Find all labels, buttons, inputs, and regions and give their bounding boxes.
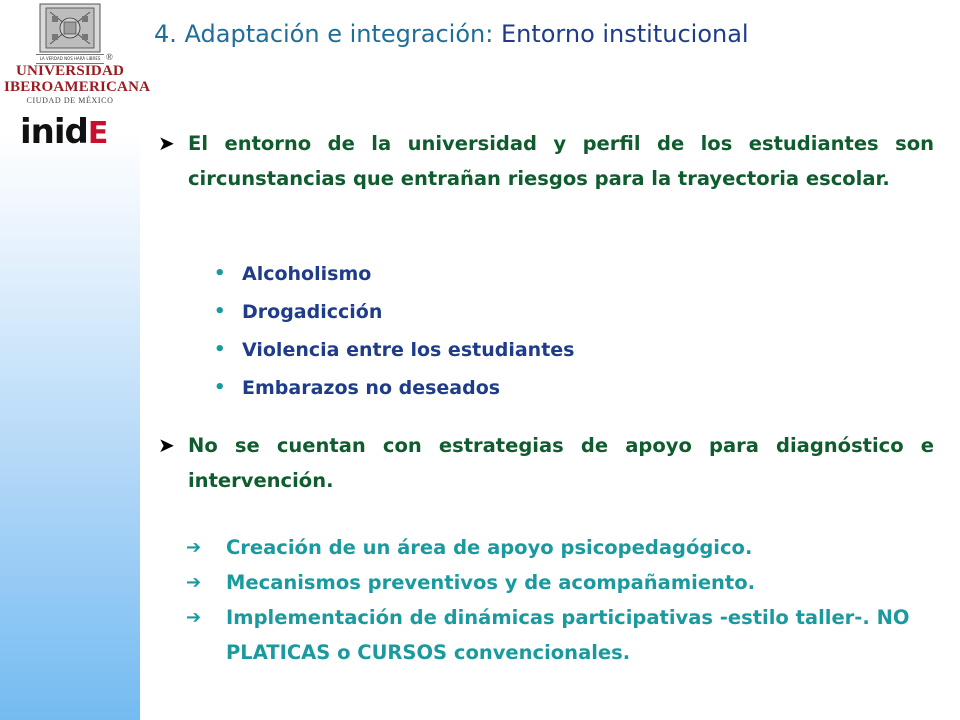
sidebar-gradient xyxy=(0,0,151,720)
slide-title-rest: Entorno institucional xyxy=(493,20,749,48)
list-item xyxy=(186,530,946,565)
action-label: Implementación de dinámicas participativas -estilo taller-. NO PLATICAS o CURSOS convencionales. xyxy=(226,606,910,664)
main-point-strategies xyxy=(158,428,934,498)
risk-list xyxy=(210,255,810,407)
list-item xyxy=(210,369,810,407)
arrowhead-bullet-icon: ➤ xyxy=(158,433,175,457)
action-list xyxy=(186,530,946,670)
arrow-right-icon: ➔ xyxy=(186,572,202,593)
list-item xyxy=(186,600,946,670)
risk-label: Violencia entre los estudiantes xyxy=(242,339,575,361)
arrow-right-icon: ➔ xyxy=(186,607,202,628)
list-item xyxy=(186,565,946,600)
risk-label: Alcoholismo xyxy=(242,263,372,285)
list-item xyxy=(210,331,810,369)
bullet-dot-icon: • xyxy=(214,263,226,284)
main-point-environment xyxy=(158,126,934,196)
arrowhead-bullet-icon: ➤ xyxy=(158,131,175,155)
registered-mark: ® xyxy=(106,52,113,62)
university-name-line1: UNIVERSIDAD xyxy=(15,63,125,79)
list-item xyxy=(210,255,810,293)
bullet-dot-icon: • xyxy=(214,377,226,398)
action-label: Creación de un área de apoyo psicopedagógico. xyxy=(226,536,753,559)
university-city: CIUDAD DE MÉXICO xyxy=(26,96,114,105)
main-point-text: El entorno de la universidad y perfil de los estudiantes son circunstancias que entrañan riesgos para la trayectoria escolar. xyxy=(188,132,934,190)
list-item xyxy=(210,293,810,331)
action-label: Mecanismos preventivos y de acompañamiento. xyxy=(226,571,756,594)
main-point-text: No se cuentan con estrategias de apoyo para diagnóstico e intervención. xyxy=(188,434,934,492)
risk-label: Embarazos no deseados xyxy=(242,377,501,399)
university-name xyxy=(4,63,151,95)
arrow-right-icon: ➔ xyxy=(186,537,202,558)
risk-label: Drogadicción xyxy=(242,301,383,323)
bullet-dot-icon: • xyxy=(214,339,226,360)
inide-logo-black: inid xyxy=(20,112,88,152)
crest-motto: LA VERDAD NOS HARÁ LIBRES xyxy=(36,54,104,64)
slide-title xyxy=(154,20,954,48)
crest-motto-wrap xyxy=(36,2,104,61)
inide-logo xyxy=(20,112,107,152)
university-name-line2: IBEROAMERICANA xyxy=(4,79,151,95)
slide-title-prefix: 4. Adaptación e integración: xyxy=(154,20,494,48)
bullet-dot-icon: • xyxy=(214,301,226,322)
university-logo xyxy=(0,0,151,160)
inide-logo-red: E xyxy=(87,116,108,151)
